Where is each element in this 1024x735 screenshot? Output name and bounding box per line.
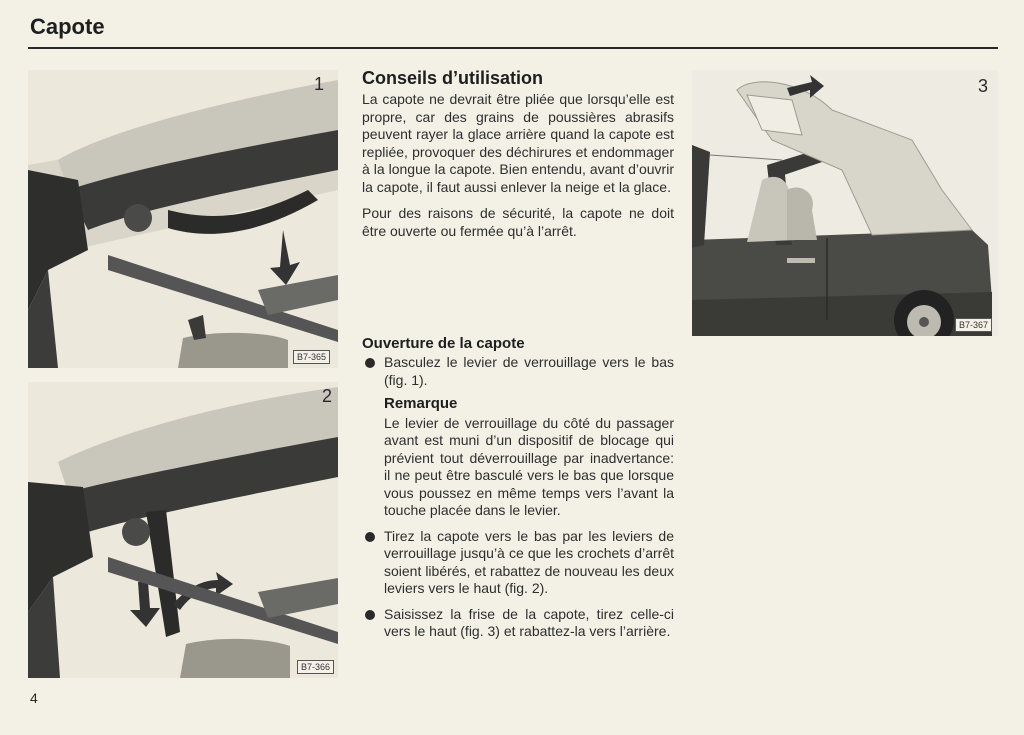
usage-tips-paragraph-1: La capote ne devrait être pliée que lorsqu’elle est propre, car des grains de poussières abrasifs peuvent rayer la glace arrière quand la capote est repliée, provoquer des déchirures et endommager à la longue la capote. Bien entendu, avant d’ouvrir la capote, il faut aussi enlever la neige et la glace. <box>362 91 674 195</box>
figure-1-code: B7-365 <box>293 350 330 364</box>
bullet-icon <box>365 358 375 368</box>
opening-section <box>362 335 674 641</box>
figure-3-illustration <box>692 70 998 336</box>
page-number: 4 <box>30 690 38 706</box>
figure-1-illustration <box>28 70 338 368</box>
bullet-icon <box>365 610 375 620</box>
figure-1 <box>28 70 338 368</box>
opening-steps <box>362 354 674 641</box>
figure-3 <box>692 70 998 336</box>
header-rule <box>28 47 998 49</box>
figure-2-code: B7-366 <box>297 660 334 674</box>
usage-tips-section <box>362 68 674 240</box>
figure-3-code: B7-367 <box>955 318 992 332</box>
usage-tips-paragraph-2: Pour des raisons de sécurité, la capote ne doit être ouverte ou fermée qu’à l’arrêt. <box>362 205 674 239</box>
step-1 <box>362 354 674 520</box>
figure-2 <box>28 382 338 678</box>
figure-1-number: 1 <box>313 74 324 94</box>
remark-heading: Remarque <box>384 395 458 412</box>
bullet-icon <box>365 532 375 542</box>
step-1-text: Basculez le levier de verrouillage vers le bas (fig. 1). <box>384 354 674 388</box>
step-3-text: Saisissez la frise de la capote, tirez celle-ci vers le haut (fig. 3) et rabattez-la vers l’arrière. <box>384 605 674 639</box>
figure-2-illustration <box>28 382 338 678</box>
step-2-text: Tirez la capote vers le bas par les leviers de verrouillage jusqu’à ce que les crochets d’arrêt soient libérés, et rabattez de nouveau les deux leviers vers le haut (fig. 2). <box>384 527 674 596</box>
step-3 <box>362 606 674 641</box>
remark-text: Le levier de verrouillage du côté du passager avant est muni d’un dispositif de blocage qui prévient tout déverrouillage par inadvertance: il ne peut être basculé vers le bas que lorsque vous poussez en même temps vers l’avant la touche placée dans le levier. <box>384 414 674 518</box>
opening-heading: Ouverture de la capote <box>362 335 525 352</box>
figure-2-number: 2 <box>321 386 332 406</box>
figure-3-number: 3 <box>977 76 988 96</box>
section-title: Capote <box>30 14 105 39</box>
step-2 <box>362 528 674 598</box>
usage-tips-heading: Conseils d’utilisation <box>362 68 544 88</box>
